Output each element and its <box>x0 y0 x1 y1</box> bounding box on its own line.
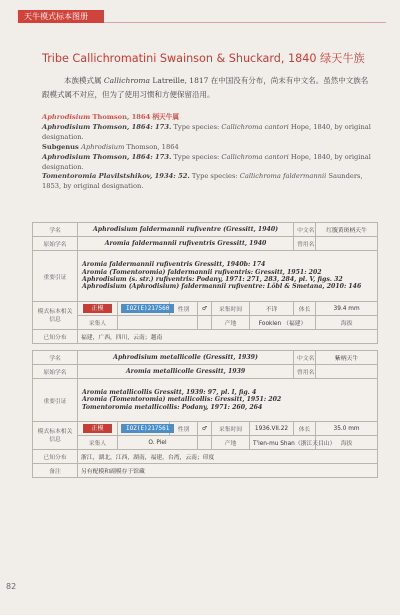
sex-symbol: ♂ <box>198 302 212 316</box>
label-collector: 采集人 <box>78 316 118 330</box>
label-cn-name: 中文名 <box>294 351 316 365</box>
collect-date: 1936.VII.22 <box>250 422 294 436</box>
intro-text-a: 本族模式属 <box>64 76 104 85</box>
header-rule <box>104 22 386 23</box>
original-name: Aromia faldermannii rufiventris Gressitt, 1940 <box>78 237 294 251</box>
alias-value <box>316 365 378 379</box>
references <box>78 251 378 302</box>
label-collector: 采集人 <box>78 436 118 450</box>
label-length: 体长 <box>294 302 316 316</box>
label-types: 模式标本相关信息 <box>33 422 78 450</box>
blank-cell <box>198 436 212 450</box>
label-scientific: 学名 <box>33 351 78 365</box>
specimen-code: IOZ(E)217560 <box>118 302 170 316</box>
label-scientific: 学名 <box>33 223 78 237</box>
collector-value: O. Piel <box>118 436 198 450</box>
ref-line: Aromia metallicollis Gressitt, 1939: 97, pl. I, fig. 4 <box>82 389 257 397</box>
running-title: 天牛模式标本图册 <box>24 12 88 21</box>
label-sex: 性别 <box>170 422 198 436</box>
synonym-line: Aphrodisium Thomson, 1864: 173. Type species: Callichroma cantori Hope, 1840, by original designation. <box>42 152 371 171</box>
running-header <box>0 10 400 26</box>
distribution-value: 福建，广西，四川，云南；越南 <box>78 330 378 344</box>
tribe-title: Tribe Callichromatini Swainson & Shuckard, 1840 绿天牛族 <box>42 52 365 65</box>
page-number: 82 <box>6 582 17 591</box>
sex-symbol: ♂ <box>198 422 212 436</box>
alias-value <box>316 237 378 251</box>
label-altitude: 海拔 <box>316 436 378 450</box>
locality-value: Fooklen （福建） <box>250 316 316 330</box>
label-altitude: 海拔 <box>316 316 378 330</box>
label-alias: 曾用名 <box>294 365 316 379</box>
ref-line: Tomentoromia metallicollis: Podany, 1971: 260, 264 <box>82 403 263 411</box>
cn-name: 紫柄天牛 <box>316 351 378 365</box>
label-sex: 性别 <box>170 302 198 316</box>
specimen-code: IOZ(E)217561 <box>118 422 170 436</box>
species-record-1 <box>32 222 378 344</box>
collect-date: 不详 <box>250 302 294 316</box>
label-refs: 重要引证 <box>33 251 78 302</box>
ref-line: Aphrodisium (s. str.) rufiventris: Podany, 1971: 271, 283, 284, pl. V, figs. 32 <box>82 276 343 283</box>
references <box>78 379 378 422</box>
label-remark: 备注 <box>33 464 78 478</box>
label-length: 体长 <box>294 422 316 436</box>
intro-genus: Callichroma <box>103 76 151 85</box>
label-refs: 重要引证 <box>33 379 78 422</box>
label-alias: 曾用名 <box>294 237 316 251</box>
distribution-value: 浙江，湖北，江西，湖南，福建，台湾，云南；印度 <box>78 450 378 464</box>
cn-name: 红腹黄斑柄天牛 <box>316 223 378 237</box>
synonym-line: Tomentoromia Plavilstshikov, 1934: 52. Type species: Callichroma faldermannii Saunders, 1853, by original designation. <box>42 172 363 191</box>
body-length: 35.0 mm <box>316 422 378 436</box>
synonymy-block <box>42 113 372 192</box>
blank-cell <box>198 316 212 330</box>
species-record-2 <box>32 350 378 478</box>
label-original: 原始学名 <box>33 365 78 379</box>
subgenus-line: Subgenus Aphrodisium Thomson, 1864 <box>42 142 179 151</box>
label-original: 原始学名 <box>33 237 78 251</box>
label-distribution: 已知分布 <box>33 450 78 464</box>
label-date: 采集时间 <box>212 422 250 436</box>
intro-text-b: Latreille, 1817 在中国没有分布，尚未有中文名。虽然中文族名跟模式属不对应，但为了使用习惯和方便保留沿用。 <box>42 76 369 99</box>
label-distribution: 已知分布 <box>33 330 78 344</box>
ref-line: Aromia (Tomentoromia) faldermannii rufiventris: Gressitt, 1951: 202 <box>82 268 322 276</box>
label-locality: 产地 <box>212 436 250 450</box>
original-name: Aromia metallicolle Gressitt, 1939 <box>78 365 294 379</box>
type-status: 正模 <box>78 302 118 316</box>
locality-value: T'ien-mu Shan（浙江天目山） <box>250 436 316 450</box>
ref-line: Aromia (Tomentoromia) metallicollis: Gressitt, 1951: 202 <box>82 396 282 404</box>
type-status: 正模 <box>78 422 118 436</box>
label-cn-name: 中文名 <box>294 223 316 237</box>
label-locality: 产地 <box>212 316 250 330</box>
label-date: 采集时间 <box>212 302 250 316</box>
body-length: 39.4 mm <box>316 302 378 316</box>
collector-value <box>118 316 198 330</box>
scientific-name: Aphrodisium faldermannii rufiventre (Gressitt, 1940) <box>78 223 294 237</box>
synonym-line: Aphrodisium Thomson, 1864: 173. Type species: Callichroma cantori Hope, 1840, by original designation. <box>42 122 371 141</box>
scientific-name: Aphrodisium metallicolle (Gressitt, 1939) <box>78 351 294 365</box>
label-types: 模式标本相关信息 <box>33 302 78 330</box>
remark-value: 另有配模和副模存于馆藏 <box>78 464 378 478</box>
ref-line: Aphrodisium (Aphrodisium) faldermannii rufiventre: Löbl & Smetana, 2010: 146 <box>82 283 362 291</box>
ref-line: Aromia faldermannii rufiventris Gressitt, 1940b: 174 <box>82 261 266 269</box>
genus-heading: Aphrodisium Thomson, 1864 柄天牛属 <box>42 113 180 121</box>
intro-paragraph <box>42 74 372 102</box>
